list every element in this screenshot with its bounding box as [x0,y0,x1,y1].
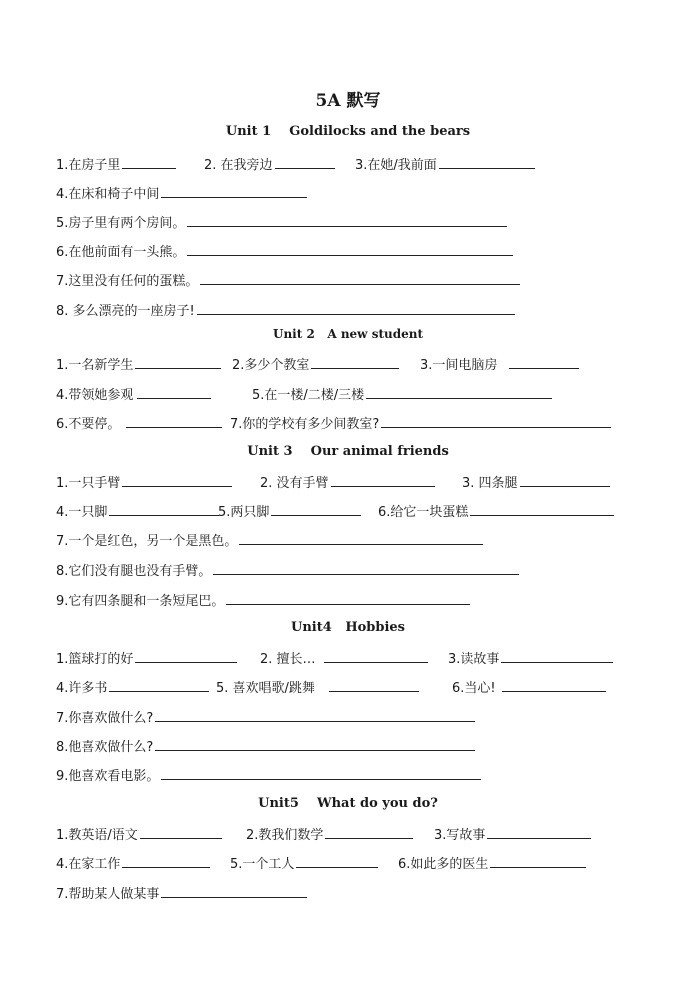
prompt-text: 8.它们没有腿也没有手臂。 [56,564,212,579]
unit-heading: Unit 2 A new student [272,327,424,341]
answer-blank[interactable] [226,590,470,605]
answer-blank[interactable] [135,648,237,663]
answer-blank[interactable] [324,648,428,663]
prompt-text: 2.多少个教室 [232,358,310,373]
answer-blank[interactable] [275,154,335,169]
exercise-item [56,824,222,845]
prompt-text: 5.两只脚 [218,505,270,520]
answer-blank[interactable] [331,472,435,487]
exercise-item [216,677,419,698]
prompt-text: 1.一只手臂 [56,476,121,491]
page-title: 5A 默写 [315,91,381,111]
answer-blank[interactable] [140,824,222,839]
prompt-text: 1.篮球打的好 [56,652,134,667]
exercise-item [56,765,481,786]
prompt-text: 2. 擅长… [260,652,316,667]
answer-blank[interactable] [135,354,221,369]
prompt-text: 4.带领她参观 [56,388,134,403]
prompt-text: 7.你的学校有多少间教室? [230,417,380,432]
prompt-text: 9.他喜欢看电影。 [56,769,160,784]
answer-blank[interactable] [439,154,535,169]
exercise-item [56,648,237,669]
answer-blank[interactable] [161,183,307,198]
answer-blank[interactable] [311,354,399,369]
exercise-item [56,530,483,551]
exercise-item [56,300,515,321]
prompt-text: 5.房子里有两个房间。 [56,216,186,231]
exercise-item [230,413,611,434]
answer-blank[interactable] [509,354,579,369]
prompt-text: 8. 多么漂亮的一座房子! [56,304,195,319]
answer-blank[interactable] [155,707,475,722]
exercise-item [56,354,221,375]
exercise-item [56,707,475,728]
prompt-text: 3.读故事 [448,652,500,667]
prompt-text: 7.一个是红色，另一个是黑色。 [56,534,238,549]
unit-heading: Unit 1 Goldilocks and the bears [225,124,471,139]
prompt-text: 3.在她/我前面 [355,158,437,173]
answer-blank[interactable] [213,560,519,575]
exercise-item [204,154,335,175]
exercise-item [56,413,222,434]
prompt-text: 7.帮助某人做某事 [56,887,160,902]
exercise-item [56,384,211,405]
exercise-item [246,824,413,845]
exercise-item [56,736,475,757]
exercise-item [56,501,219,522]
prompt-text: 7.你喜欢做什么? [56,711,154,726]
unit-heading: Unit 3 Our animal friends [247,444,449,459]
prompt-text: 9.它有四条腿和一条短尾巴。 [56,594,225,609]
prompt-text: 5. 喜欢唱歌/跳舞 [216,681,315,696]
answer-blank[interactable] [381,413,611,428]
exercise-item [56,853,210,874]
prompt-text: 6.当心! [452,681,496,696]
exercise-item [420,354,579,375]
answer-blank[interactable] [325,824,413,839]
exercise-item [260,648,428,669]
prompt-text: 6.给它一块蛋糕 [378,505,469,520]
exercise-item [56,590,470,611]
prompt-text: 3.一间电脑房 [420,358,498,373]
prompt-text: 4.在家工作 [56,857,121,872]
answer-blank[interactable] [239,530,483,545]
exercise-item [56,154,176,175]
exercise-item [452,677,606,698]
exercise-item [232,354,399,375]
exercise-item [260,472,435,493]
answer-blank[interactable] [271,501,361,516]
answer-blank[interactable] [137,384,211,399]
prompt-text: 8.他喜欢做什么? [56,740,154,755]
answer-blank[interactable] [520,472,610,487]
prompt-text: 7.这里没有任何的蛋糕。 [56,274,199,289]
answer-blank[interactable] [366,384,552,399]
prompt-text: 4.在床和椅子中间 [56,187,160,202]
answer-blank[interactable] [197,300,515,315]
exercise-item [252,384,552,405]
prompt-text: 1.一名新学生 [56,358,134,373]
prompt-text: 6.不要停。 [56,417,121,432]
exercise-item [56,677,209,698]
answer-blank[interactable] [329,677,419,692]
exercise-item [56,472,232,493]
answer-blank[interactable] [487,824,591,839]
unit-heading: Unit5 What do you do? [258,796,438,811]
answer-blank[interactable] [187,212,507,227]
exercise-item [56,560,519,581]
answer-blank[interactable] [122,853,210,868]
exercise-item [355,154,535,175]
answer-blank[interactable] [126,413,222,428]
prompt-text: 5.一个工人 [230,857,295,872]
prompt-text: 5.在一楼/二楼/三楼 [252,388,365,403]
prompt-text: 6.如此多的医生 [398,857,489,872]
exercise-item [434,824,591,845]
exercise-item [398,853,586,874]
prompt-text: 2. 没有手臂 [260,476,329,491]
answer-blank[interactable] [122,154,176,169]
exercise-item [56,183,307,204]
exercise-item [56,270,520,291]
answer-blank[interactable] [470,501,614,516]
prompt-text: 2. 在我旁边 [204,158,273,173]
answer-blank[interactable] [122,472,232,487]
exercise-item [56,241,513,262]
answer-blank[interactable] [109,677,209,692]
answer-blank[interactable] [502,677,606,692]
prompt-text: 3.写故事 [434,828,486,843]
answer-blank[interactable] [200,270,520,285]
prompt-text: 1.教英语/语文 [56,828,138,843]
prompt-text: 1.在房子里 [56,158,121,173]
exercise-item [56,212,507,233]
answer-blank[interactable] [501,648,613,663]
answer-blank[interactable] [109,501,219,516]
answer-blank[interactable] [490,853,586,868]
answer-blank[interactable] [187,241,513,256]
exercise-item [448,648,613,669]
answer-blank[interactable] [155,736,475,751]
exercise-item [462,472,610,493]
prompt-text: 4.许多书 [56,681,108,696]
prompt-text: 6.在他前面有一头熊。 [56,245,186,260]
exercise-item [56,883,307,904]
exercise-item [378,501,614,522]
prompt-text: 3. 四条腿 [462,476,518,491]
prompt-text: 4.一只脚 [56,505,108,520]
answer-blank[interactable] [296,853,378,868]
prompt-text: 2.教我们数学 [246,828,324,843]
answer-blank[interactable] [161,883,307,898]
answer-blank[interactable] [161,765,481,780]
exercise-item [218,501,361,522]
unit-heading: Unit4 Hobbies [290,620,406,635]
exercise-item [230,853,378,874]
